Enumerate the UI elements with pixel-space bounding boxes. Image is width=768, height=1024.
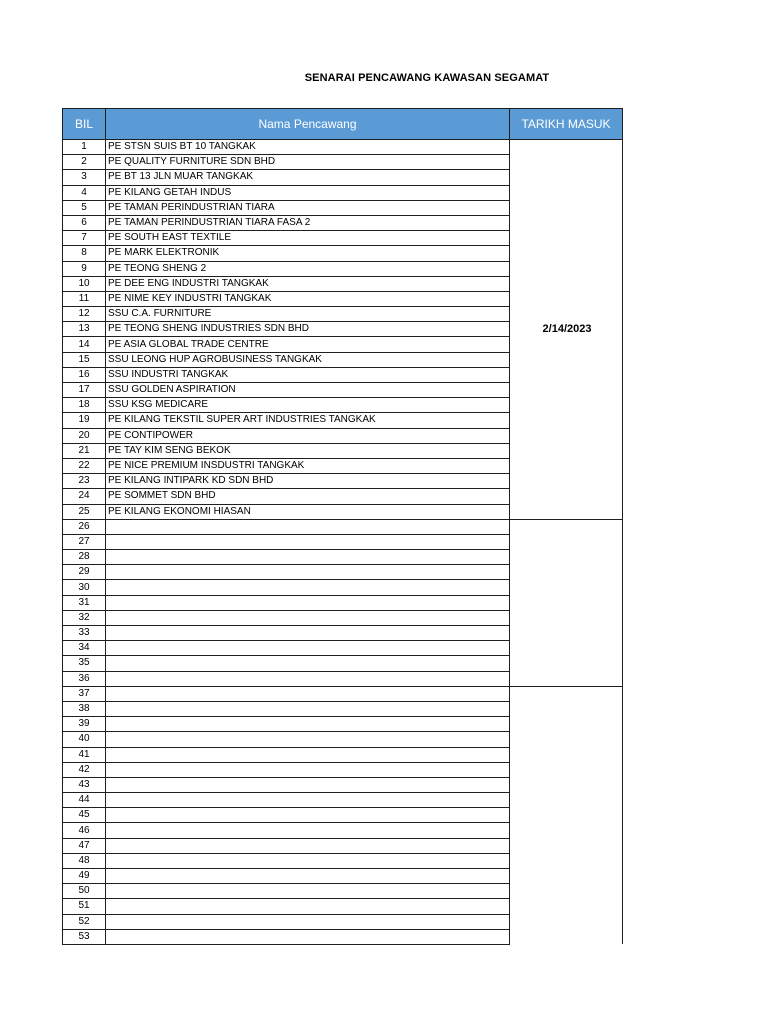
substation-table xyxy=(62,108,623,945)
column-header-name[interactable]: Nama Pencawang xyxy=(106,109,510,140)
cell-bil[interactable]: 43 xyxy=(63,777,106,792)
cell-name[interactable]: PE KILANG EKONOMI HIASAN xyxy=(106,504,510,519)
column-header-date[interactable]: TARIKH MASUK xyxy=(510,109,623,140)
cell-bil[interactable]: 39 xyxy=(63,717,106,732)
cell-date-merged[interactable] xyxy=(510,686,623,944)
cell-name[interactable]: SSU INDUSTRI TANGKAK xyxy=(106,367,510,382)
cell-name[interactable]: PE KILANG INTIPARK KD SDN BHD xyxy=(106,474,510,489)
cell-name[interactable]: SSU KSG MEDICARE xyxy=(106,398,510,413)
cell-name[interactable] xyxy=(106,777,510,792)
cell-bil[interactable]: 41 xyxy=(63,747,106,762)
cell-date-merged[interactable] xyxy=(510,519,623,686)
cell-bil[interactable]: 5 xyxy=(63,200,106,215)
cell-date-merged[interactable]: 2/14/2023 xyxy=(510,140,623,520)
cell-bil[interactable]: 19 xyxy=(63,413,106,428)
cell-bil[interactable]: 29 xyxy=(63,565,106,580)
table-row xyxy=(63,140,623,155)
cell-name[interactable] xyxy=(106,808,510,823)
cell-bil[interactable]: 2 xyxy=(63,155,106,170)
cell-bil[interactable]: 24 xyxy=(63,489,106,504)
cell-name[interactable]: PE STSN SUIS BT 10 TANGKAK xyxy=(106,140,510,155)
cell-name[interactable] xyxy=(106,929,510,944)
cell-name[interactable] xyxy=(106,550,510,565)
cell-name[interactable] xyxy=(106,853,510,868)
cell-bil[interactable]: 23 xyxy=(63,474,106,489)
cell-bil[interactable]: 4 xyxy=(63,185,106,200)
cell-name[interactable] xyxy=(106,534,510,549)
cell-name[interactable] xyxy=(106,838,510,853)
cell-name[interactable]: PE DEE ENG INDUSTRI TANGKAK xyxy=(106,276,510,291)
cell-bil[interactable]: 14 xyxy=(63,337,106,352)
cell-name[interactable]: PE KILANG TEKSTIL SUPER ART INDUSTRIES TANGKAK xyxy=(106,413,510,428)
cell-bil[interactable]: 27 xyxy=(63,534,106,549)
cell-bil[interactable]: 49 xyxy=(63,869,106,884)
cell-bil[interactable]: 16 xyxy=(63,367,106,382)
cell-name[interactable]: PE KILANG GETAH INDUS xyxy=(106,185,510,200)
cell-bil[interactable]: 18 xyxy=(63,398,106,413)
cell-bil[interactable]: 10 xyxy=(63,276,106,291)
cell-name[interactable] xyxy=(106,732,510,747)
column-header-bil[interactable]: BIL xyxy=(63,109,106,140)
cell-name[interactable]: PE CONTIPOWER xyxy=(106,428,510,443)
cell-name[interactable]: PE BT 13 JLN MUAR TANGKAK xyxy=(106,170,510,185)
cell-bil[interactable]: 11 xyxy=(63,291,106,306)
cell-bil[interactable]: 38 xyxy=(63,701,106,716)
cell-bil[interactable]: 31 xyxy=(63,595,106,610)
cell-name[interactable]: PE TAY KIM SENG BEKOK xyxy=(106,443,510,458)
cell-name[interactable]: PE SOMMET SDN BHD xyxy=(106,489,510,504)
page-title: SENARAI PENCAWANG KAWASAN SEGAMAT xyxy=(304,72,550,84)
cell-name[interactable] xyxy=(106,610,510,625)
cell-bil[interactable]: 53 xyxy=(63,929,106,944)
cell-name[interactable] xyxy=(106,686,510,701)
cell-bil[interactable]: 48 xyxy=(63,853,106,868)
table-row xyxy=(63,686,623,701)
cell-name[interactable]: SSU LEONG HUP AGROBUSINESS TANGKAK xyxy=(106,352,510,367)
cell-bil[interactable]: 36 xyxy=(63,671,106,686)
cell-bil[interactable]: 15 xyxy=(63,352,106,367)
cell-name[interactable] xyxy=(106,914,510,929)
cell-bil[interactable]: 45 xyxy=(63,808,106,823)
cell-bil[interactable]: 44 xyxy=(63,793,106,808)
cell-name[interactable] xyxy=(106,884,510,899)
cell-name[interactable] xyxy=(106,641,510,656)
cell-name[interactable]: SSU C.A. FURNITURE xyxy=(106,307,510,322)
cell-bil[interactable]: 6 xyxy=(63,215,106,230)
cell-bil[interactable]: 52 xyxy=(63,914,106,929)
cell-bil[interactable]: 37 xyxy=(63,686,106,701)
cell-name[interactable] xyxy=(106,793,510,808)
table-body xyxy=(63,140,623,945)
cell-bil[interactable]: 32 xyxy=(63,610,106,625)
cell-name[interactable] xyxy=(106,701,510,716)
cell-name[interactable] xyxy=(106,823,510,838)
cell-bil[interactable]: 1 xyxy=(63,140,106,155)
cell-name[interactable] xyxy=(106,626,510,641)
table-row xyxy=(63,519,623,534)
cell-name[interactable]: PE TEONG SHENG INDUSTRIES SDN BHD xyxy=(106,322,510,337)
cell-bil[interactable]: 7 xyxy=(63,231,106,246)
cell-name[interactable] xyxy=(106,869,510,884)
cell-bil[interactable]: 9 xyxy=(63,261,106,276)
cell-bil[interactable]: 12 xyxy=(63,307,106,322)
cell-name[interactable] xyxy=(106,580,510,595)
cell-bil[interactable]: 34 xyxy=(63,641,106,656)
cell-name[interactable]: PE NIME KEY INDUSTRI TANGKAK xyxy=(106,291,510,306)
cell-name[interactable] xyxy=(106,747,510,762)
cell-name[interactable]: PE TEONG SHENG 2 xyxy=(106,261,510,276)
cell-name[interactable] xyxy=(106,762,510,777)
cell-name[interactable] xyxy=(106,565,510,580)
cell-name[interactable] xyxy=(106,595,510,610)
cell-name[interactable]: PE MARK ELEKTRONIK xyxy=(106,246,510,261)
cell-name[interactable]: PE TAMAN PERINDUSTRIAN TIARA xyxy=(106,200,510,215)
cell-bil[interactable]: 47 xyxy=(63,838,106,853)
cell-name[interactable]: PE TAMAN PERINDUSTRIAN TIARA FASA 2 xyxy=(106,215,510,230)
cell-name[interactable]: PE SOUTH EAST TEXTILE xyxy=(106,231,510,246)
table-header-row xyxy=(63,109,623,140)
cell-name[interactable] xyxy=(106,717,510,732)
cell-bil[interactable]: 30 xyxy=(63,580,106,595)
cell-name[interactable] xyxy=(106,656,510,671)
cell-name[interactable]: SSU GOLDEN ASPIRATION xyxy=(106,383,510,398)
cell-name[interactable]: PE QUALITY FURNITURE SDN BHD xyxy=(106,155,510,170)
cell-bil[interactable]: 50 xyxy=(63,884,106,899)
cell-name[interactable]: PE NICE PREMIUM INSDUSTRI TANGKAK xyxy=(106,458,510,473)
cell-bil[interactable]: 42 xyxy=(63,762,106,777)
cell-bil[interactable]: 3 xyxy=(63,170,106,185)
cell-bil[interactable]: 51 xyxy=(63,899,106,914)
cell-bil[interactable]: 35 xyxy=(63,656,106,671)
cell-bil[interactable]: 8 xyxy=(63,246,106,261)
cell-name[interactable]: PE ASIA GLOBAL TRADE CENTRE xyxy=(106,337,510,352)
cell-bil[interactable]: 33 xyxy=(63,626,106,641)
cell-bil[interactable]: 40 xyxy=(63,732,106,747)
cell-bil[interactable]: 25 xyxy=(63,504,106,519)
cell-bil[interactable]: 28 xyxy=(63,550,106,565)
cell-name[interactable] xyxy=(106,519,510,534)
cell-name[interactable] xyxy=(106,899,510,914)
cell-bil[interactable]: 20 xyxy=(63,428,106,443)
cell-bil[interactable]: 26 xyxy=(63,519,106,534)
cell-bil[interactable]: 17 xyxy=(63,383,106,398)
cell-bil[interactable]: 13 xyxy=(63,322,106,337)
cell-bil[interactable]: 21 xyxy=(63,443,106,458)
cell-bil[interactable]: 22 xyxy=(63,458,106,473)
cell-bil[interactable]: 46 xyxy=(63,823,106,838)
cell-name[interactable] xyxy=(106,671,510,686)
